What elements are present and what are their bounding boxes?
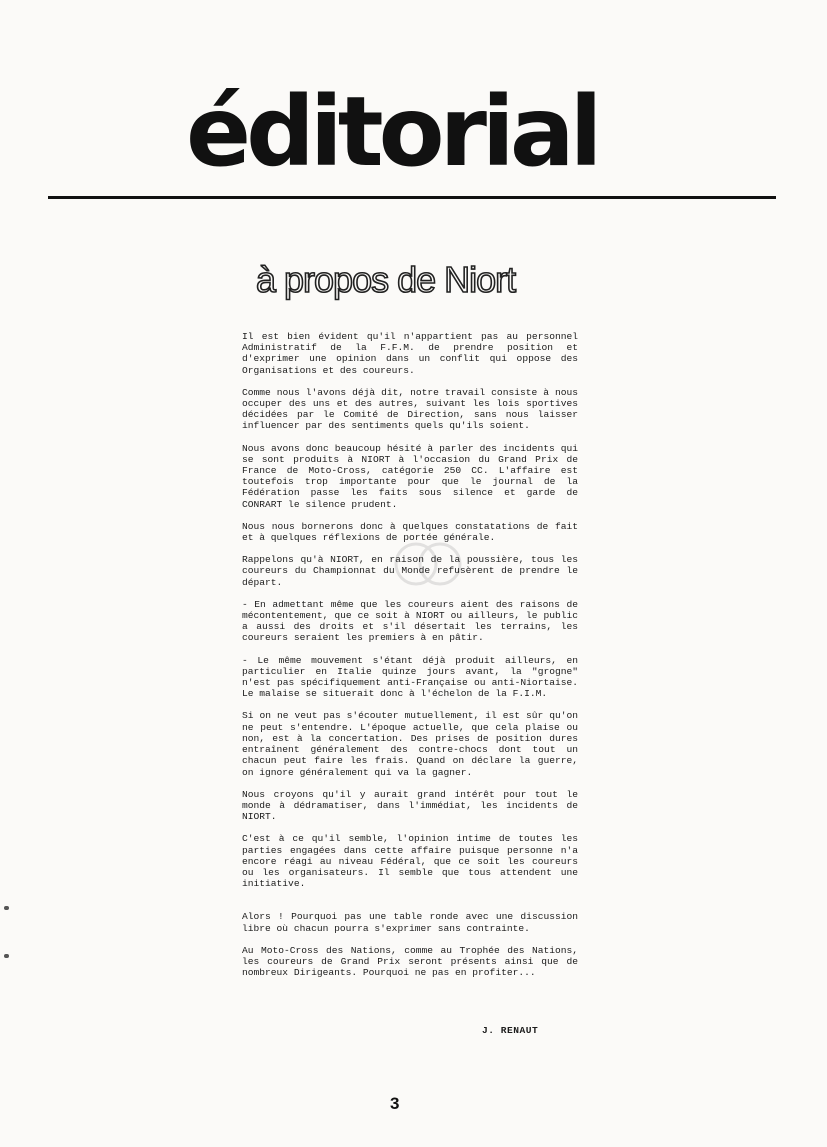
margin-mark <box>4 954 9 958</box>
article-paragraph: Rappelons qu'à NIORT, en raison de la poussière, tous les coureurs du Championnat du Monde refusèrent de prendre le départ. <box>242 554 578 588</box>
article-paragraph: Il est bien évident qu'il n'appartient pas au personnel Administratif de la F.F.M. de prendre position et d'exprimer une opinion dans un conflit qui oppose des Organisations et des coureurs. <box>242 331 578 376</box>
article-paragraph: - Le même mouvement s'étant déjà produit ailleurs, en particulier en Italie quinze jours avant, la "grogne" n'est pas spécifiquement anti-Française ou anti-Niortaise. Le malaise se situerait donc à l'échelon de la F.I.M. <box>242 654 578 700</box>
article-paragraph: Alors ! Pourquoi pas une table ronde avec une discussion libre où chacun pourra s'exprimer sans contrainte. <box>242 911 578 934</box>
margin-mark <box>4 906 9 910</box>
author-signature: J. RENAUT <box>482 1025 539 1036</box>
article-paragraph: - En admettant même que les coureurs aient des raisons de mécontentement, que ce soit à NIORT ou ailleurs, le public a aussi des droits et s'il désertait les terrains, les coureurs seraient les premiers à en pâtir. <box>242 598 578 644</box>
article-title: à propos de Niort <box>256 259 516 300</box>
section-title: éditorial <box>186 76 598 188</box>
article-paragraph: Comme nous l'avons déjà dit, notre travail consiste à nous occuper des uns et des autres, suivant les lois sportives décidées par le Comité de Direction, sans nous laisser influencer par des sentiments quels qu'ils soient. <box>242 386 578 432</box>
article-paragraph: Nous nous bornerons donc à quelques constatations de fait et à quelques réflexions de portée générale. <box>242 520 578 544</box>
article-paragraph: Si on ne veut pas s'écouter mutuellement, il est sûr qu'on ne peut s'entendre. L'époque actuelle, que cela plaise ou non, est à la concertation. Des prises de position dures entraînent généralement des contre-chocs dont tout un chacun peut faire les frais. Quand on déclare la guerre, on ignore généralement qui va la gagner. <box>242 710 578 778</box>
page-number: 3 <box>390 1094 400 1113</box>
article-paragraph: Au Moto-Cross des Nations, comme au Trophée des Nations, les coureurs de Grand Prix seront présents ainsi que de nombreux Dirigeants. Pourquoi ne pas en profiter... <box>242 944 578 979</box>
article-paragraph: C'est à ce qu'il semble, l'opinion intime de toutes les parties engagées dans cette affaire puisque personne n'a encore réagi au niveau Fédéral, que ce soit les coureurs ou les organisateurs. Il semble que tous attendent une initiative. <box>242 833 578 890</box>
article-paragraph: Nous croyons qu'il y aurait grand intérêt pour tout le monde à dédramatiser, dans l'immédiat, les incidents de NIORT. <box>242 788 578 823</box>
title-rule <box>48 196 776 199</box>
article-body <box>242 331 578 989</box>
article-paragraph: Nous avons donc beaucoup hésité à parler des incidents qui se sont produits à NIORT à l'occasion du Grand Prix de France de Moto-Cross, catégorie 250 CC. L'affaire est toutefois trop importante pour que le journal de la Fédération passe les faits sous silence et garde de CONRART le silence prudent. <box>242 442 578 510</box>
